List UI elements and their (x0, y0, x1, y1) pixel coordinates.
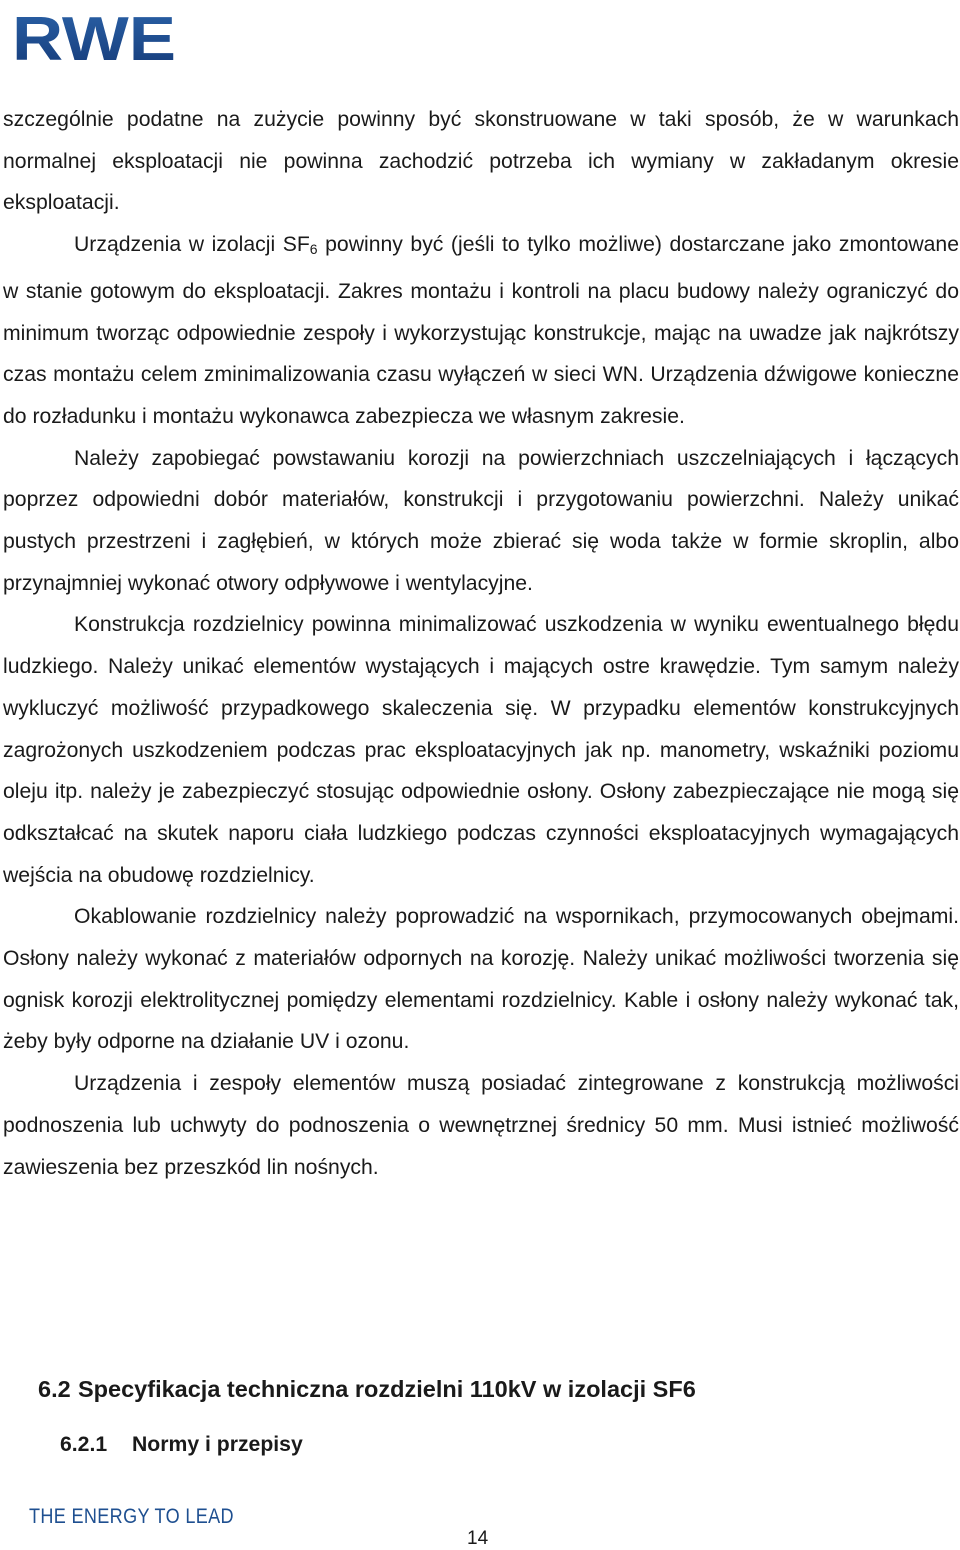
paragraph: Konstrukcja rozdzielnicy powinna minimalizować uszkodzenia w wyniku ewentualnego błędu ludzkiego. Należy unikać elementów wystających i mających ostre krawędzie. Tym samym należy wykluczyć możliwość przypadkowego skaleczenia się. W przypadku elementów konstrukcyjnych zagrożonych uszkodzeniem podczas prac eksploatacyjnych jak np. manometry, wskaźniki poziomu oleju itp. należy je zabezpieczyć stosując odpowiednie osłony. Osłony zabezpieczające nie mogą się odkształcać na skutek naporu ciała ludzkiego podczas czynności eksploatacyjnych wymagających wejścia na obudowę rozdzielnicy. (3, 613, 959, 887)
subsection-title: Normy i przepisy (132, 1433, 303, 1456)
paragraph: szczególnie podatne na zużycie powinny być skonstruowane w taki sposób, że w warunkach normalnej eksploatacji nie powinna zachodzić potrzeba ich wymiany w zakładanym okresie eksploatacji. (3, 108, 959, 215)
body-text (3, 99, 959, 1188)
footer-tagline: THE ENERGY TO LEAD (29, 1505, 234, 1528)
section-heading (38, 1376, 696, 1403)
paragraph: Okablowanie rozdzielnicy należy poprowadzić na wspornikach, przymocowanych obejmami. Osłony należy wykonać z materiałów odpornych na korozję. Należy unikać możliwości tworzenia się ognisk korozji elektrolitycznej pomiędzy elementami rozdzielnicy. Kable i osłony należy wykonać tak, żeby były odporne na działanie UV i ozonu. (3, 905, 959, 1054)
paragraph: Należy zapobiegać powstawaniu korozji na powierzchniach uszczelniających i łączących poprzez odpowiedni dobór materiałów, konstrukcji i przygotowaniu powierzchni. Należy unikać pustych przestrzeni i zagłębień, w których może zbierać się woda także w formie skroplin, albo przynajmniej wykonać otwory odpływowe i wentylacyjne. (3, 446, 959, 595)
paragraph-text: powinny być (jeśli to tylko możliwe) dostarczane jako zmontowane w stanie gotowym do eksploatacji. Zakres montażu i kontroli na placu budowy należy ograniczyć do minimum tworząc odpowiednie zespoły i wykorzystując konstrukcje, mając na uwadze jak najkrótszy czas montażu celem zminimalizowania czasu wyłączeń w sieci WN. Urządzenia dźwigowe konieczne do rozładunku i montażu wykonawca zabezpiecza we własnym zakresie. (3, 233, 959, 428)
subsection-heading (60, 1433, 303, 1457)
paragraph-text: Urządzenia w izolacji SF (74, 233, 310, 257)
page-number: 14 (467, 1528, 489, 1549)
paragraph (3, 224, 959, 438)
rwe-logo (10, 4, 180, 72)
logo-text: RWE (12, 5, 176, 72)
subscript: 6 (309, 241, 318, 258)
paragraph: Urządzenia i zespoły elementów muszą posiadać zintegrowane z konstrukcją możliwości podnoszenia lub uchwyty do podnoszenia o wewnętrznej średnicy 50 mm. Musi istnieć możliwość zawieszenia bez przeszkód lin nośnych. (3, 1072, 959, 1179)
subsection-number: 6.2.1 (60, 1433, 108, 1456)
section-number: 6.2 (38, 1376, 71, 1402)
section-title: Specyfikacja techniczna rozdzielni 110kV w izolacji SF6 (78, 1376, 696, 1402)
